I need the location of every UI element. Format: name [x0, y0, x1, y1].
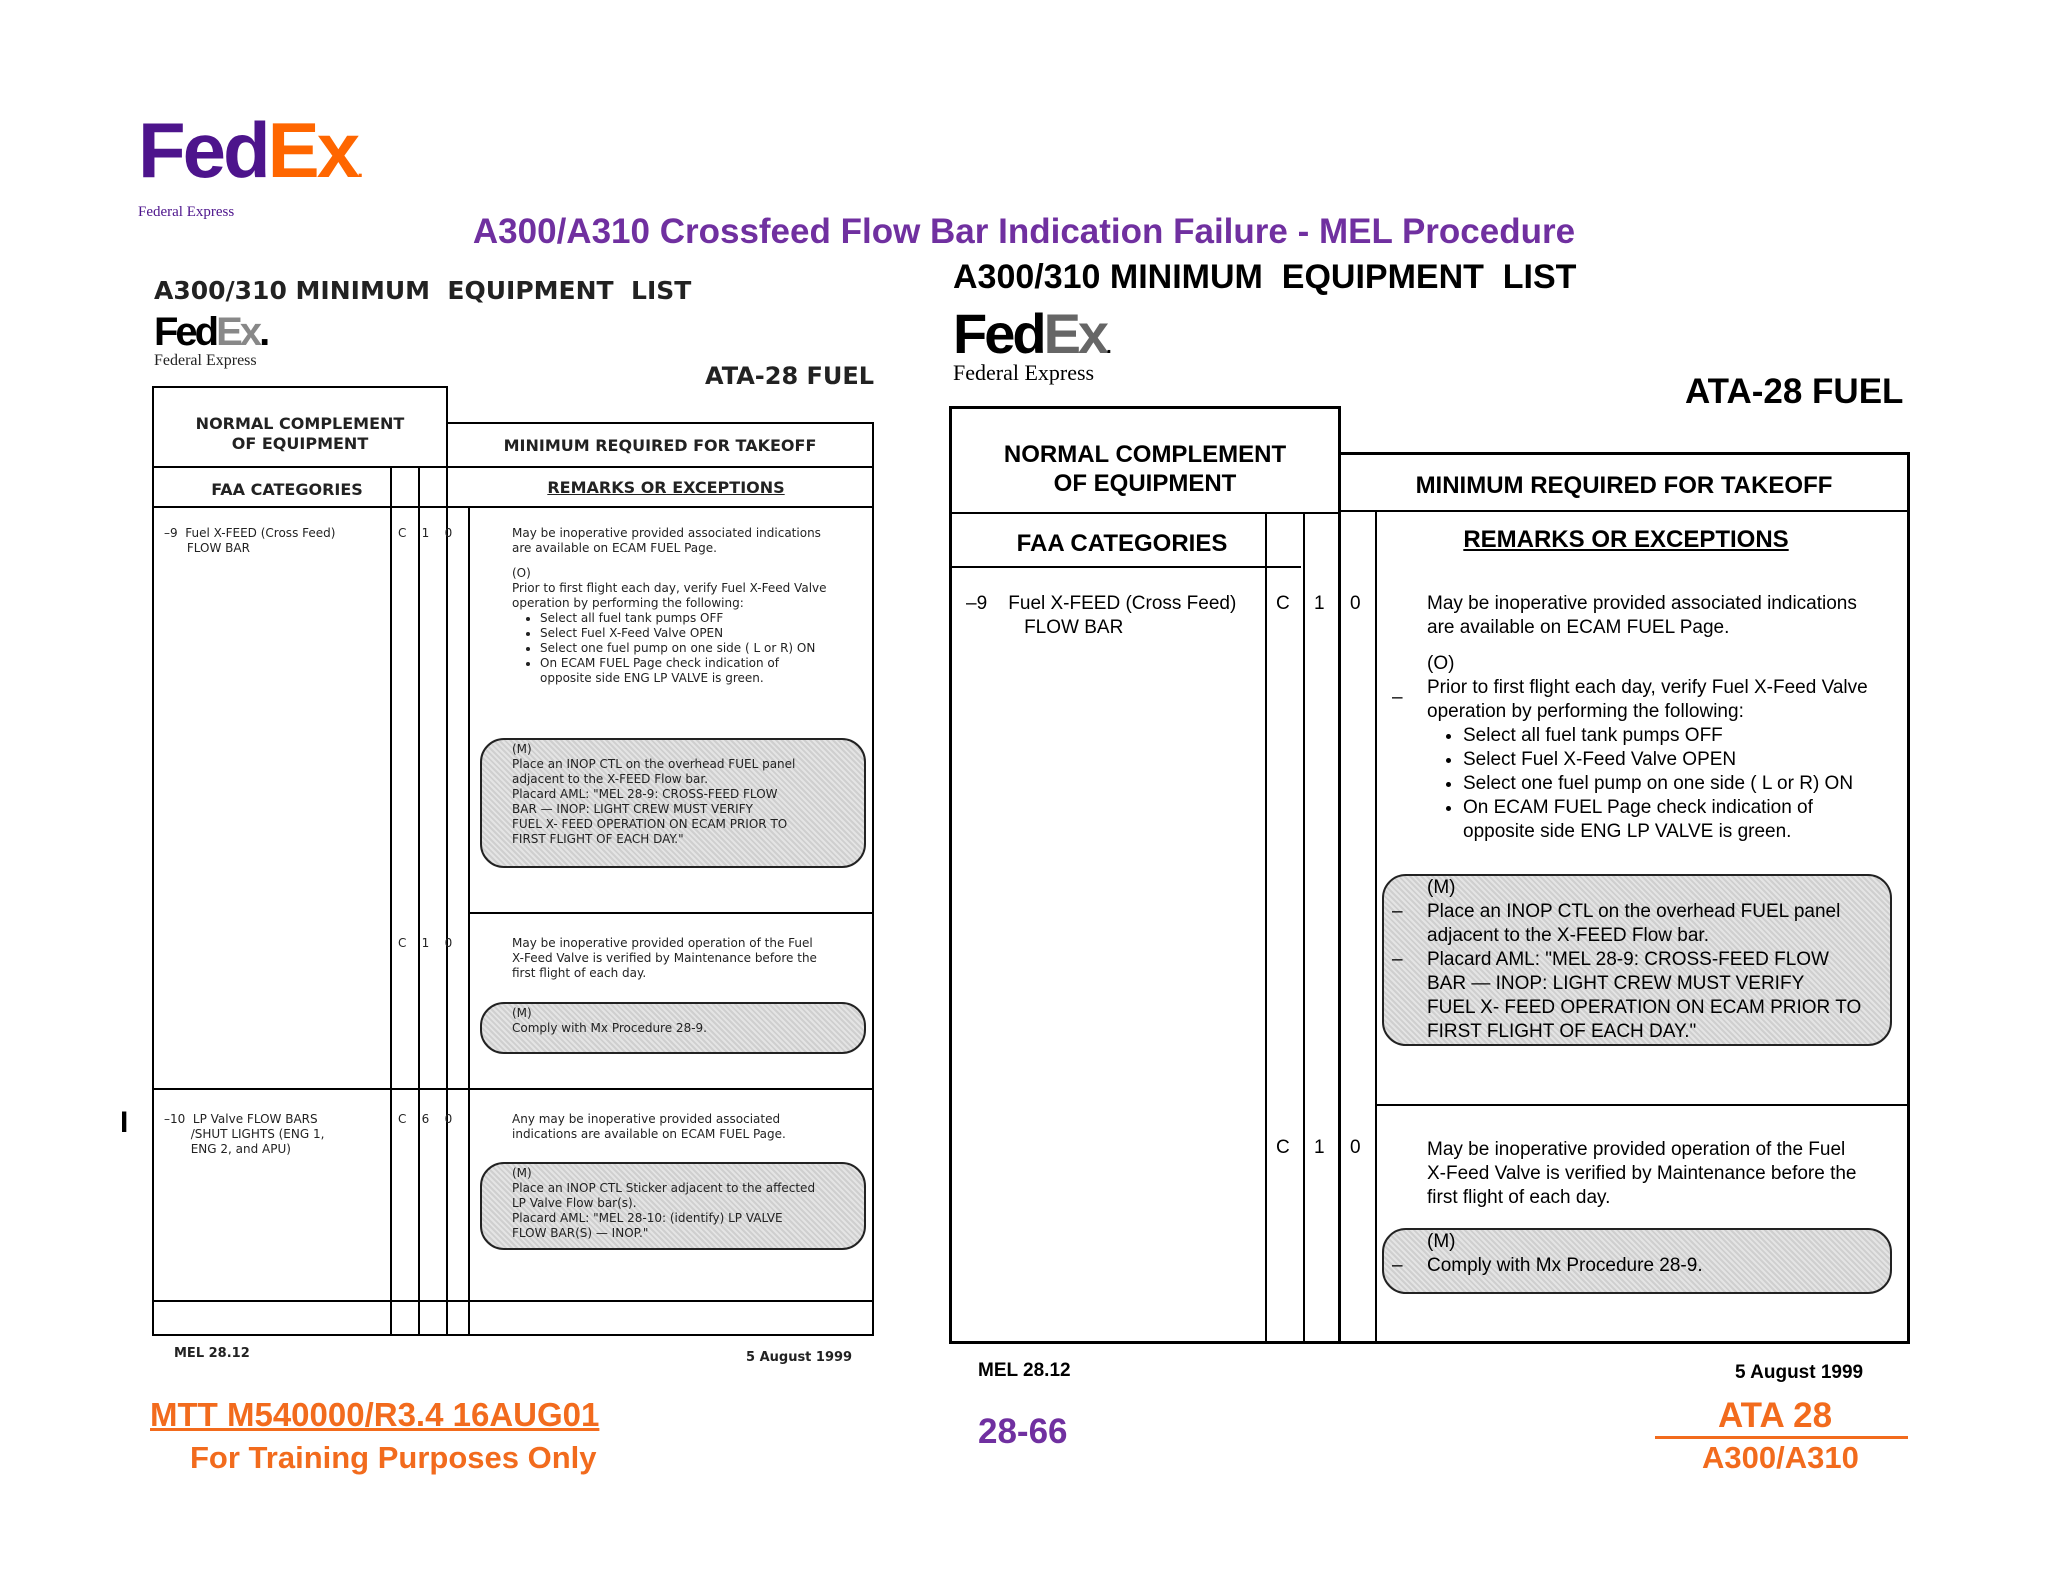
mini-footer-right: 5 August 1999: [746, 1350, 853, 1365]
item9-installed: 1: [1314, 593, 1325, 614]
scanned-mel-page: [150, 270, 890, 1370]
mini-list-title: A300/310 MINIMUM EQUIPMENT LIST: [154, 276, 692, 305]
faa-categories: FAA CATEGORIES: [1016, 530, 1228, 557]
page-number: 28-66: [978, 1412, 1068, 1451]
item9-description: –9 Fuel X-FEED (Cross Feed) FLOW BAR: [966, 593, 1237, 638]
mini-row-rule1: [468, 912, 874, 914]
mini-remarks: REMARKS OR EXCEPTIONS: [547, 478, 785, 497]
logo-ex: Ex: [267, 106, 358, 194]
mini-item10: –10 LP Valve FLOW BARS /SHUT LIGHTS (ENG 1, ENG 2, and APU): [164, 1112, 325, 1156]
mini-col3: [468, 506, 470, 1336]
mel-list-title: A300/310 MINIMUM EQUIPMENT LIST: [953, 258, 1577, 296]
logo-subtitle: Federal Express: [138, 204, 235, 220]
remarks-header: REMARKS OR EXCEPTIONS: [1463, 526, 1789, 553]
mini-item9-cat: C 1 0: [398, 526, 453, 540]
mini-m-text-3: (M) Place an INOP CTL Sticker adjacent to the affected LP Valve Flow bar(s). Placard AML: "MEL 28-10: (identify) LP VALVE FLOW BAR(S) — INOP.": [512, 1166, 816, 1240]
mini-row-rule3: [152, 1300, 874, 1302]
mel-footer-left: MEL 28.12: [978, 1360, 1071, 1381]
mini-ata-label: ATA-28 FUEL: [705, 362, 875, 390]
m-dash-2: –: [1392, 949, 1403, 970]
mel-logo-subtitle: Federal Express: [953, 360, 1095, 385]
header-rule-right: [1339, 510, 1908, 512]
ata-chapter: ATA 28: [1718, 1396, 1833, 1435]
mini-m-text-1: (M) Place an INOP CTL on the overhead FUEL panel adjacent to the X-FEED Flow bar. Placard AML: "MEL 28-9: CROSS-FEED FLOW BAR — INOP: LIGHT CREW MUST VERIFY FUEL X- FEED OPERATION ON ECAM PRIOR TO FIRST FLIGHT OF EACH DAY.": [512, 742, 796, 846]
maintenance-note-2-text: (M) Comply with Mx Procedure 28-9.: [1427, 1231, 1703, 1276]
item9b-remarks: May be inoperative provided operation of the Fuel X-Feed Valve is verified by Maintenance before the first flight of each day.: [1427, 1139, 1857, 1208]
col-left-divider: [1265, 512, 1267, 1342]
m-dash-3: –: [1392, 1255, 1403, 1276]
mini-m-text-2: (M) Comply with Mx Procedure 28-9.: [512, 1006, 707, 1035]
mini-item10-cat: C 6 0: [398, 1112, 453, 1126]
m-dash-1: –: [1392, 901, 1403, 922]
normal-complement: NORMAL COMPLEMENT OF EQUIPMENT: [1003, 441, 1287, 497]
col-remarks-divider: [1375, 510, 1377, 1342]
mini-item9b-cat: C 1 0: [398, 936, 453, 950]
mini-logo-subtitle: Federal Express: [154, 352, 257, 369]
aircraft-type: A300/A310: [1702, 1440, 1859, 1475]
page-title: A300/A310 Crossfeed Flow Bar Indication Failure - MEL Procedure: [472, 212, 1576, 251]
header-rule: [951, 512, 1339, 514]
mini-item9-remarks: May be inoperative provided associated indications are available on ECAM FUEL Page. (O) Prior to first flight each day, verify Fuel X-Feed Valve operation by performing the following: • Select all fuel tank pumps OFF • Select Fuel X-Feed Valve OPEN • Select one fuel pump on one side ( L or R) ON • On ECAM FUEL Page check indication of opposite side ENG LP VALVE is green.: [512, 526, 862, 686]
maintenance-note-1-text: (M) Place an INOP CTL on the overhead FUEL panel adjacent to the X-FEED Flow bar. Placard AML: "MEL 28-9: CROSS-FEED FLOW BAR — INOP: LIGHT CREW MUST VERIFY FUEL X- FEED OPERATION ON ECAM PRIOR TO FIRST FLIGHT OF EACH DAY.": [1427, 877, 1862, 1042]
mini-col1: [390, 466, 392, 1336]
fedex-logo: FedEx. Federal Express: [138, 106, 361, 220]
item9-o-dash: –: [1392, 687, 1403, 708]
item9-category: C: [1276, 593, 1290, 614]
mini-min-required: MINIMUM REQUIRED FOR TAKEOFF: [503, 436, 817, 455]
item9b-category: C: [1276, 1137, 1290, 1158]
mini-faa-rule: [152, 506, 874, 508]
mini-faa-categories: FAA CATEGORIES: [211, 480, 363, 499]
row-divider: [1376, 1104, 1908, 1106]
mini-fedex-logo: FedEx.: [154, 310, 268, 354]
col-cat-divider: [1303, 512, 1305, 1342]
logo-fed: Fed: [138, 106, 268, 194]
ata-label: ATA-28 FUEL: [1685, 372, 1904, 411]
item9-remarks: May be inoperative provided associated indications are available on ECAM FUEL Page. (O) Prior to first flight each day, verify Fuel X-Feed Valve operation by performing the following: • Select all fuel tank pumps OFF • Select Fuel X-Feed Valve OPEN • Select one fuel pump on one side ( L or R) ON • On ECAM FUEL Page check indication of opposite side ENG LP VALVE is green.: [1427, 592, 1897, 844]
item9-required: 0: [1350, 593, 1361, 614]
mini-normal-complement: NORMAL COMPLEMENT OF EQUIPMENT: [195, 414, 405, 453]
training-notice: For Training Purposes Only: [190, 1440, 597, 1475]
mini-item9b-remarks: May be inoperative provided operation of the Fuel X-Feed Valve is verified by Maintenance before the first flight of each day.: [512, 936, 817, 980]
ata-underline: [1655, 1436, 1908, 1439]
mini-item9: –9 Fuel X-FEED (Cross Feed) FLOW BAR: [164, 526, 336, 555]
mini-row-rule2: [152, 1088, 874, 1090]
change-bar: I: [120, 1106, 129, 1139]
doc-reference: MTT M540000/R3.4 16AUG01: [150, 1396, 600, 1433]
mini-footer-left: MEL 28.12: [174, 1346, 250, 1361]
mini-hdr-rule: [152, 466, 874, 468]
mini-col2: [418, 466, 420, 1336]
mel-footer-right: 5 August 1999: [1735, 1362, 1864, 1383]
faa-rule: [951, 566, 1301, 568]
mel-fedex-logo: FedEx.: [953, 302, 1109, 365]
min-required: MINIMUM REQUIRED FOR TAKEOFF: [1415, 472, 1833, 499]
mini-item10-remarks: Any may be inoperative provided associated indications are available on ECAM FUEL Page.: [512, 1112, 786, 1141]
item9b-required: 0: [1350, 1137, 1361, 1158]
item9b-installed: 1: [1314, 1137, 1325, 1158]
